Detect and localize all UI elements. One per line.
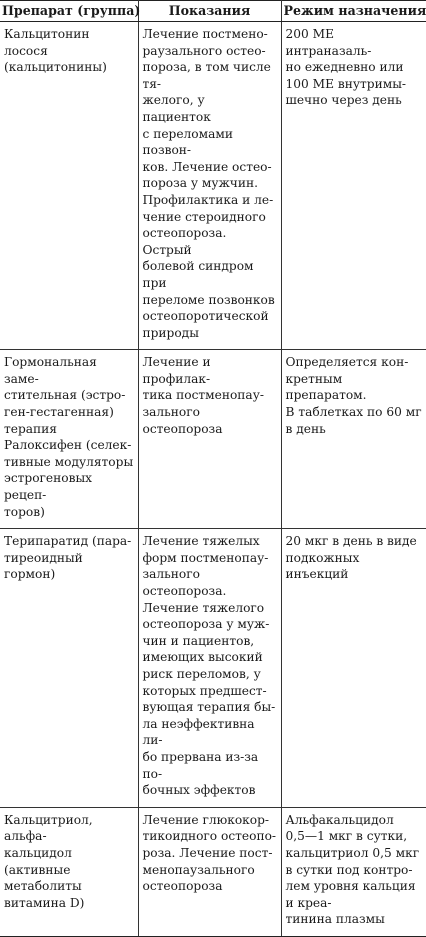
table-header bbox=[0, 1, 426, 22]
indications-cell: Лечение постмено- pаузального остео- пороза, в том числе тя- желого, у пациенток с переломами позвон- ков. Лечение остео- пороза у мужчин. Профилактика и ле- чение стероидного остеопороза. Острый болевой синдром при переломе позвонков остеопоротической природы bbox=[138, 22, 281, 350]
drug-cell: Кальцитонин лосося (кальцитонины) bbox=[0, 22, 138, 350]
regimen-cell: Определяется кон- кретным препаратом. В таблетках по 60 мг в день bbox=[281, 350, 426, 529]
header-regimen: Режим назначения bbox=[281, 1, 426, 22]
table-row bbox=[0, 22, 426, 350]
drug-cell: Гормональная заме- стительная (эстро- ген-гестагенная) терапия Ралоксифен (селек- тивные модуляторы эстрогеновых рецеп- торов) bbox=[0, 350, 138, 529]
table-row bbox=[0, 807, 426, 936]
header-drug: Препарат (группа) bbox=[0, 1, 138, 22]
table-row bbox=[0, 529, 426, 808]
indications-cell: Лечение тяжелых форм постменопау- зального остеопороза. Лечение тяжелого остеопороза у муж- чин и пациентов, имеющих высокий риск переломов, у которых предшест- вующая терапия бы- ла неэффективна ли- бо прервана из-за по- бочных эффектов bbox=[138, 529, 281, 808]
regimen-cell: Альфакальцидол 0,5—1 мкг в сутки, кальцитриол 0,5 мкг в сутки под контро- лем уровня кальция и креа- тинина плазмы bbox=[281, 807, 426, 936]
header-row bbox=[0, 1, 426, 22]
regimen-cell: 200 МЕ интраназаль- но ежедневно или 100 МЕ внутримы- шечно через день bbox=[281, 22, 426, 350]
header-indications: Показания bbox=[138, 1, 281, 22]
indications-cell: Лечение глюкокор- тикоидного остеопо- роза. Лечение пост- менопаузального остеопороза bbox=[138, 807, 281, 936]
drug-cell: Терипаратид (пара- тиреоидный гормон) bbox=[0, 529, 138, 808]
table-body bbox=[0, 22, 426, 937]
regimen-cell: 20 мкг в день в виде подкожных инъекций bbox=[281, 529, 426, 808]
drug-cell: Кальцитриол, альфа- кальцидол (активные метаболиты витамина D) bbox=[0, 807, 138, 936]
table-row bbox=[0, 350, 426, 529]
indications-cell: Лечение и профилак- тика постменопау- зального остеопороза bbox=[138, 350, 281, 529]
